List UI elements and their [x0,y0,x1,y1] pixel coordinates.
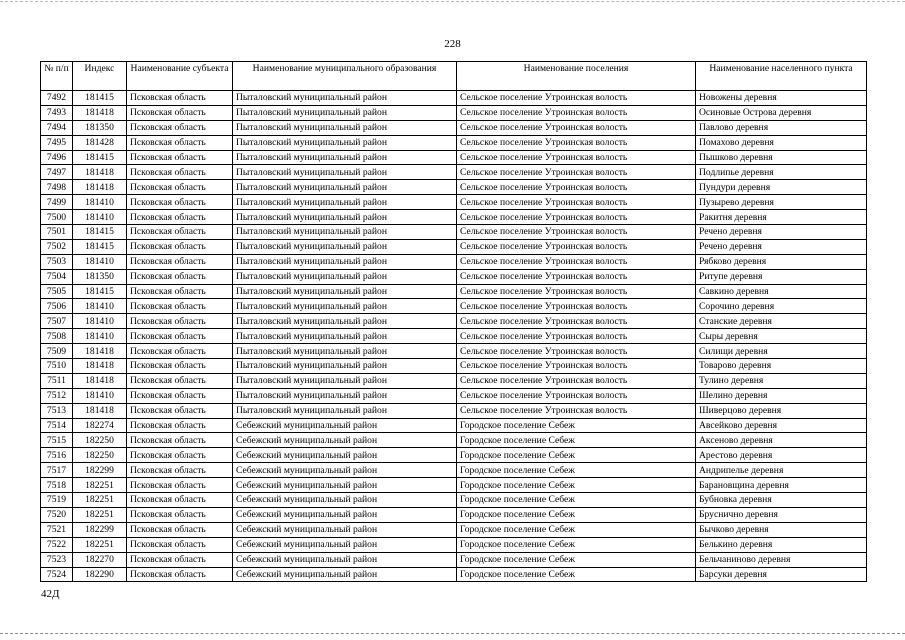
settlement-name: Сельское поселение Утроинская волость [457,314,696,329]
region-name: Псковская область [127,552,233,567]
settlement-name: Городское поселение Себеж [457,418,696,433]
table-row [41,359,867,374]
table-row [41,507,867,522]
table-row [41,314,867,329]
header-municipality: Наименование муниципального образования [233,62,457,91]
region-name: Псковская область [127,180,233,195]
locality-name: Бруснично деревня [696,507,867,522]
postal-index: 182299 [73,463,127,478]
row-number: 7501 [41,225,73,240]
region-name: Псковская область [127,537,233,552]
locality-name: Павлово деревня [696,120,867,135]
table-row [41,433,867,448]
table-row [41,299,867,314]
postal-index: 182251 [73,537,127,552]
locality-name: Подлипье деревня [696,165,867,180]
municipality-name: Пыталовский муниципальный район [233,195,457,210]
settlement-name: Городское поселение Себеж [457,522,696,537]
table-row [41,567,867,582]
locality-name: Шелино деревня [696,388,867,403]
postal-index: 181415 [73,150,127,165]
row-number: 7511 [41,373,73,388]
table-row [41,239,867,254]
settlement-name: Городское поселение Себеж [457,478,696,493]
table-row [41,91,867,106]
postal-index: 182250 [73,433,127,448]
table-row [41,344,867,359]
locality-name: Аксеново деревня [696,433,867,448]
region-name: Псковская область [127,299,233,314]
locality-name: Шиверцово деревня [696,403,867,418]
table-row [41,254,867,269]
footer-code: 42Д [41,588,60,600]
settlement-name: Сельское поселение Утроинская волость [457,195,696,210]
postal-index: 181410 [73,388,127,403]
locality-name: Силищи деревня [696,344,867,359]
postal-index: 181415 [73,284,127,299]
municipality-name: Пыталовский муниципальный район [233,269,457,284]
locality-name: Барсуки деревня [696,567,867,582]
municipality-name: Пыталовский муниципальный район [233,105,457,120]
postal-index: 181418 [73,165,127,180]
municipality-name: Себежский муниципальный район [233,522,457,537]
table-row [41,210,867,225]
table-header-row [41,62,867,91]
settlement-name: Городское поселение Себеж [457,537,696,552]
settlement-name: Сельское поселение Утроинская волость [457,269,696,284]
municipality-name: Себежский муниципальный район [233,478,457,493]
row-number: 7507 [41,314,73,329]
locality-name: Авсейково деревня [696,418,867,433]
postal-index: 181350 [73,269,127,284]
region-name: Псковская область [127,120,233,135]
settlement-name: Городское поселение Себеж [457,433,696,448]
municipality-name: Себежский муниципальный район [233,507,457,522]
row-number: 7524 [41,567,73,582]
row-number: 7509 [41,344,73,359]
municipality-name: Пыталовский муниципальный район [233,180,457,195]
postal-index: 181418 [73,180,127,195]
table-row [41,150,867,165]
locality-name: Бельчаниново деревня [696,552,867,567]
settlement-name: Сельское поселение Утроинская волость [457,120,696,135]
settlement-name: Сельское поселение Утроинская волость [457,91,696,106]
postal-index: 181410 [73,210,127,225]
region-name: Псковская область [127,195,233,210]
table-row [41,463,867,478]
locality-name: Помахово деревня [696,135,867,150]
locality-name: Белькино деревня [696,537,867,552]
municipality-name: Пыталовский муниципальный район [233,344,457,359]
postal-index: 182274 [73,418,127,433]
municipality-name: Себежский муниципальный район [233,537,457,552]
region-name: Псковская область [127,269,233,284]
municipality-name: Пыталовский муниципальный район [233,299,457,314]
settlement-name: Сельское поселение Утроинская волость [457,299,696,314]
locality-name: Ритупе деревня [696,269,867,284]
region-name: Псковская область [127,433,233,448]
settlement-name: Сельское поселение Утроинская волость [457,254,696,269]
locality-name: Пышково деревня [696,150,867,165]
table-row [41,180,867,195]
postal-index: 182251 [73,507,127,522]
scan-bottom-edge [0,633,905,634]
postal-index: 182290 [73,567,127,582]
settlement-name: Городское поселение Себеж [457,493,696,508]
postal-index: 181418 [73,373,127,388]
region-name: Псковская область [127,150,233,165]
municipality-name: Пыталовский муниципальный район [233,254,457,269]
region-name: Псковская область [127,329,233,344]
settlement-name: Городское поселение Себеж [457,448,696,463]
table-row [41,120,867,135]
settlement-name: Сельское поселение Утроинская волость [457,180,696,195]
municipality-name: Себежский муниципальный район [233,552,457,567]
postal-index: 182251 [73,493,127,508]
locality-name: Речено деревня [696,225,867,240]
municipality-name: Себежский муниципальный район [233,418,457,433]
row-number: 7523 [41,552,73,567]
municipality-name: Себежский муниципальный район [233,567,457,582]
row-number: 7516 [41,448,73,463]
scan-top-edge [0,1,905,2]
row-number: 7520 [41,507,73,522]
locality-name: Сорочино деревня [696,299,867,314]
table-row [41,448,867,463]
postal-index: 182251 [73,478,127,493]
row-number: 7510 [41,359,73,374]
municipality-name: Себежский муниципальный район [233,433,457,448]
row-number: 7514 [41,418,73,433]
postal-index: 181418 [73,359,127,374]
settlement-name: Сельское поселение Утроинская волость [457,105,696,120]
row-number: 7517 [41,463,73,478]
locality-name: Пундури деревня [696,180,867,195]
row-number: 7499 [41,195,73,210]
settlement-name: Городское поселение Себеж [457,567,696,582]
municipality-name: Пыталовский муниципальный район [233,165,457,180]
region-name: Псковская область [127,225,233,240]
postal-index: 182250 [73,448,127,463]
region-name: Псковская область [127,135,233,150]
region-name: Псковская область [127,403,233,418]
locality-name: Пузырево деревня [696,195,867,210]
locality-name: Бычково деревня [696,522,867,537]
locality-name: Бубновка деревня [696,493,867,508]
row-number: 7518 [41,478,73,493]
municipality-name: Пыталовский муниципальный район [233,388,457,403]
settlement-name: Сельское поселение Утроинская волость [457,150,696,165]
locality-name: Осиновые Острова деревня [696,105,867,120]
region-name: Псковская область [127,314,233,329]
table-row [41,537,867,552]
locality-name: Тулино деревня [696,373,867,388]
row-number: 7519 [41,493,73,508]
municipality-name: Пыталовский муниципальный район [233,150,457,165]
settlement-name: Сельское поселение Утроинская волость [457,359,696,374]
table-row [41,284,867,299]
settlement-name: Сельское поселение Утроинская волость [457,135,696,150]
table-body [41,91,867,582]
row-number: 7498 [41,180,73,195]
locality-name: Арестово деревня [696,448,867,463]
locality-name: Савкино деревня [696,284,867,299]
row-number: 7515 [41,433,73,448]
row-number: 7496 [41,150,73,165]
table-row [41,165,867,180]
locality-name: Андрипелье деревня [696,463,867,478]
municipality-name: Себежский муниципальный район [233,448,457,463]
settlement-name: Сельское поселение Утроинская волость [457,225,696,240]
region-name: Псковская область [127,284,233,299]
row-number: 7504 [41,269,73,284]
row-number: 7503 [41,254,73,269]
municipality-name: Пыталовский муниципальный район [233,120,457,135]
locality-name: Рябково деревня [696,254,867,269]
row-number: 7502 [41,239,73,254]
region-name: Псковская область [127,239,233,254]
locality-name: Новожены деревня [696,91,867,106]
table-row [41,225,867,240]
locality-name: Сыры деревня [696,329,867,344]
page-number: 228 [444,38,461,50]
postal-index: 181410 [73,254,127,269]
row-number: 7495 [41,135,73,150]
municipality-name: Пыталовский муниципальный район [233,91,457,106]
header-number: № п/п [41,62,73,91]
settlement-name: Городское поселение Себеж [457,463,696,478]
municipality-name: Пыталовский муниципальный район [233,403,457,418]
row-number: 7492 [41,91,73,106]
settlement-name: Сельское поселение Утроинская волость [457,373,696,388]
settlement-name: Сельское поселение Утроинская волость [457,403,696,418]
table-row [41,373,867,388]
region-name: Псковская область [127,373,233,388]
row-number: 7522 [41,537,73,552]
table-row [41,403,867,418]
row-number: 7500 [41,210,73,225]
settlement-name: Сельское поселение Утроинская волость [457,210,696,225]
region-name: Псковская область [127,567,233,582]
municipality-name: Пыталовский муниципальный район [233,284,457,299]
municipality-name: Пыталовский муниципальный район [233,210,457,225]
region-name: Псковская область [127,388,233,403]
municipality-name: Пыталовский муниципальный район [233,373,457,388]
row-number: 7494 [41,120,73,135]
postal-index: 181415 [73,91,127,106]
region-name: Псковская область [127,210,233,225]
postal-index: 182270 [73,552,127,567]
municipality-name: Себежский муниципальный район [233,463,457,478]
region-name: Псковская область [127,507,233,522]
postal-index: 181428 [73,135,127,150]
postal-index: 181410 [73,314,127,329]
region-name: Псковская область [127,91,233,106]
postal-index: 181410 [73,299,127,314]
locality-name: Речено деревня [696,239,867,254]
header-index: Индекс [73,62,127,91]
settlement-name: Городское поселение Себеж [457,552,696,567]
table-row [41,105,867,120]
region-name: Псковская область [127,493,233,508]
row-number: 7521 [41,522,73,537]
municipality-name: Пыталовский муниципальный район [233,314,457,329]
region-name: Псковская область [127,448,233,463]
settlements-table [40,61,867,582]
settlement-name: Сельское поселение Утроинская волость [457,388,696,403]
table-row [41,135,867,150]
table-row [41,418,867,433]
postal-index: 181410 [73,195,127,210]
region-name: Псковская область [127,478,233,493]
municipality-name: Себежский муниципальный район [233,493,457,508]
postal-index: 181410 [73,329,127,344]
row-number: 7508 [41,329,73,344]
row-number: 7505 [41,284,73,299]
region-name: Псковская область [127,254,233,269]
postal-index: 181350 [73,120,127,135]
row-number: 7506 [41,299,73,314]
header-region: Наименование субъекта [127,62,233,91]
municipality-name: Пыталовский муниципальный район [233,359,457,374]
row-number: 7493 [41,105,73,120]
settlement-name: Сельское поселение Утроинская волость [457,329,696,344]
table-row [41,478,867,493]
municipality-name: Пыталовский муниципальный район [233,329,457,344]
settlement-name: Сельское поселение Утроинская волость [457,165,696,180]
region-name: Псковская область [127,344,233,359]
region-name: Псковская область [127,463,233,478]
table-row [41,493,867,508]
postal-index: 181415 [73,225,127,240]
locality-name: Барановщина деревня [696,478,867,493]
row-number: 7513 [41,403,73,418]
locality-name: Товарово деревня [696,359,867,374]
postal-index: 181415 [73,239,127,254]
municipality-name: Пыталовский муниципальный район [233,239,457,254]
table-row [41,269,867,284]
table-row [41,195,867,210]
postal-index: 181418 [73,403,127,418]
locality-name: Ракитня деревня [696,210,867,225]
region-name: Псковская область [127,418,233,433]
postal-index: 181418 [73,105,127,120]
postal-index: 182299 [73,522,127,537]
settlement-name: Сельское поселение Утроинская волость [457,239,696,254]
region-name: Псковская область [127,359,233,374]
header-locality: Наименование населенного пункта [696,62,867,91]
region-name: Псковская область [127,105,233,120]
locality-name: Станские деревня [696,314,867,329]
settlement-name: Сельское поселение Утроинская волость [457,344,696,359]
table-row [41,329,867,344]
row-number: 7497 [41,165,73,180]
settlement-name: Сельское поселение Утроинская волость [457,284,696,299]
municipality-name: Пыталовский муниципальный район [233,135,457,150]
table-row [41,522,867,537]
settlement-name: Городское поселение Себеж [457,507,696,522]
municipality-name: Пыталовский муниципальный район [233,225,457,240]
row-number: 7512 [41,388,73,403]
table-row [41,552,867,567]
region-name: Псковская область [127,522,233,537]
table-row [41,388,867,403]
region-name: Псковская область [127,165,233,180]
postal-index: 181418 [73,344,127,359]
header-settlement: Наименование поселения [457,62,696,91]
